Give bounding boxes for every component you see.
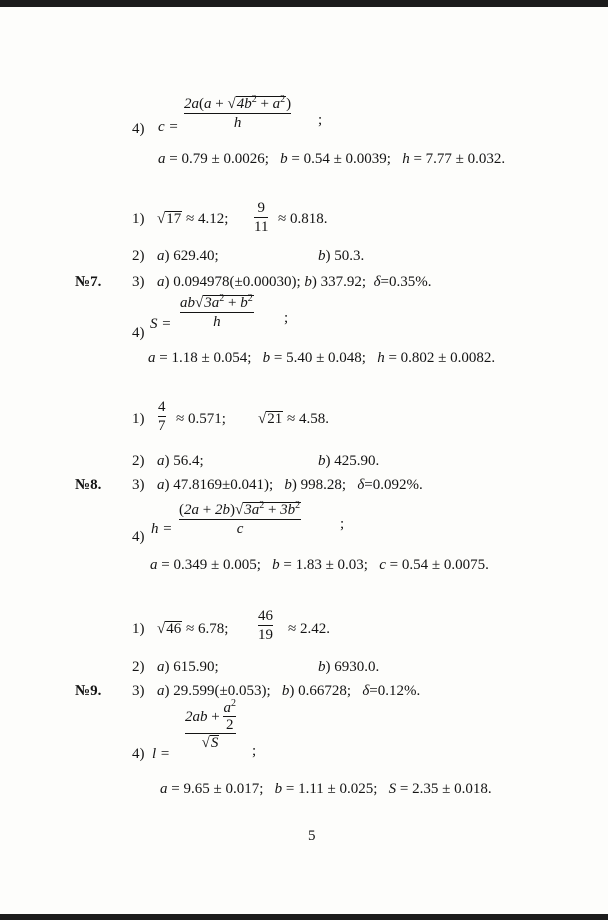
given-values: a = 0.349 ± 0.005; b = 1.83 ± 0.03; c = 0.54 ± 0.0075. <box>150 557 489 573</box>
formula-lhs: h = <box>151 521 173 537</box>
fraction: 46 19 <box>258 608 273 643</box>
fraction: 9 11 <box>254 200 269 235</box>
given-values: a = 9.65 ± 0.017; b = 1.11 ± 0.025; S = 2.35 ± 0.018. <box>160 781 492 797</box>
item-number: 4) <box>132 121 145 137</box>
item-number: 2) <box>132 248 145 264</box>
item-number: 2) <box>132 453 145 469</box>
item-number: 3) <box>132 477 145 493</box>
top-border <box>0 0 608 7</box>
item-number: 4) <box>132 325 145 341</box>
item-number: 4) <box>132 746 145 762</box>
answer-b: b) 50.3. <box>318 248 365 264</box>
item-number: 3) <box>132 683 145 699</box>
fraction-approx: ≈ 2.42. <box>288 621 330 637</box>
formula-fraction: $(2a + 2b)√3a^2 + 3b^2$ c <box>179 500 301 537</box>
answer-a: a) 629.40; <box>157 248 219 264</box>
fraction-approx: ≈ 0.818. <box>278 211 328 227</box>
answer-a: a) 56.4; <box>157 453 204 469</box>
answer-line: a) 0.094978(±0.00030); b) 337.92; δ=0.35%. <box>157 274 432 290</box>
problem-label: №7. <box>75 274 102 290</box>
formula-fraction: $ab√3a^2 + b^2$ h <box>180 293 253 330</box>
formula-end: ; <box>340 516 345 532</box>
answer-line: a) 29.599(±0.053); b) 0.66728; δ=0.12%. <box>157 683 421 699</box>
item-number: 2) <box>132 659 145 675</box>
answer-b: b) 6930.0. <box>318 659 380 675</box>
answer-line: a) 47.8169±0.041); b) 998.28; δ=0.092%. <box>157 477 423 493</box>
formula-fraction: 2ab + $\frac{a^2}{2}$ √S <box>185 698 236 751</box>
item-number: 1) <box>132 411 145 427</box>
formula-lhs: l = <box>152 746 171 762</box>
sqrt-approx: √46 ≈ 6.78; <box>157 621 229 637</box>
formula-end: ; <box>284 310 289 326</box>
formula-lhs: S = <box>150 316 172 332</box>
answer-a: a) 615.90; <box>157 659 219 675</box>
item-number: 1) <box>132 211 145 227</box>
formula-end: ; <box>252 743 257 759</box>
given-values: a = 0.79 ± 0.0026; b = 0.54 ± 0.0039; h = 7.77 ± 0.032. <box>158 151 506 167</box>
page-number: 5 <box>308 828 316 844</box>
item-number: 4) <box>132 529 145 545</box>
problem-label: №8. <box>75 477 102 493</box>
given-values: a = 1.18 ± 0.054; b = 5.40 ± 0.048; h = 0.802 ± 0.0082. <box>148 350 496 366</box>
problem-label: №9. <box>75 683 102 699</box>
formula-lhs: c = <box>158 119 179 135</box>
sqrt-approx: √21 ≈ 4.58. <box>258 411 329 427</box>
item-number: 1) <box>132 621 145 637</box>
item-number: 3) <box>132 274 145 290</box>
answer-b: b) 425.90. <box>318 453 380 469</box>
fraction-approx: ≈ 0.571; <box>176 411 226 427</box>
formula-fraction: $2a(a + √4b^2 + a^2)$ h <box>184 94 292 131</box>
formula-end: ; <box>318 112 323 128</box>
sqrt-approx: √17 ≈ 4.12; <box>157 211 229 227</box>
bottom-border <box>0 914 608 920</box>
fraction: 4 7 <box>158 399 166 434</box>
